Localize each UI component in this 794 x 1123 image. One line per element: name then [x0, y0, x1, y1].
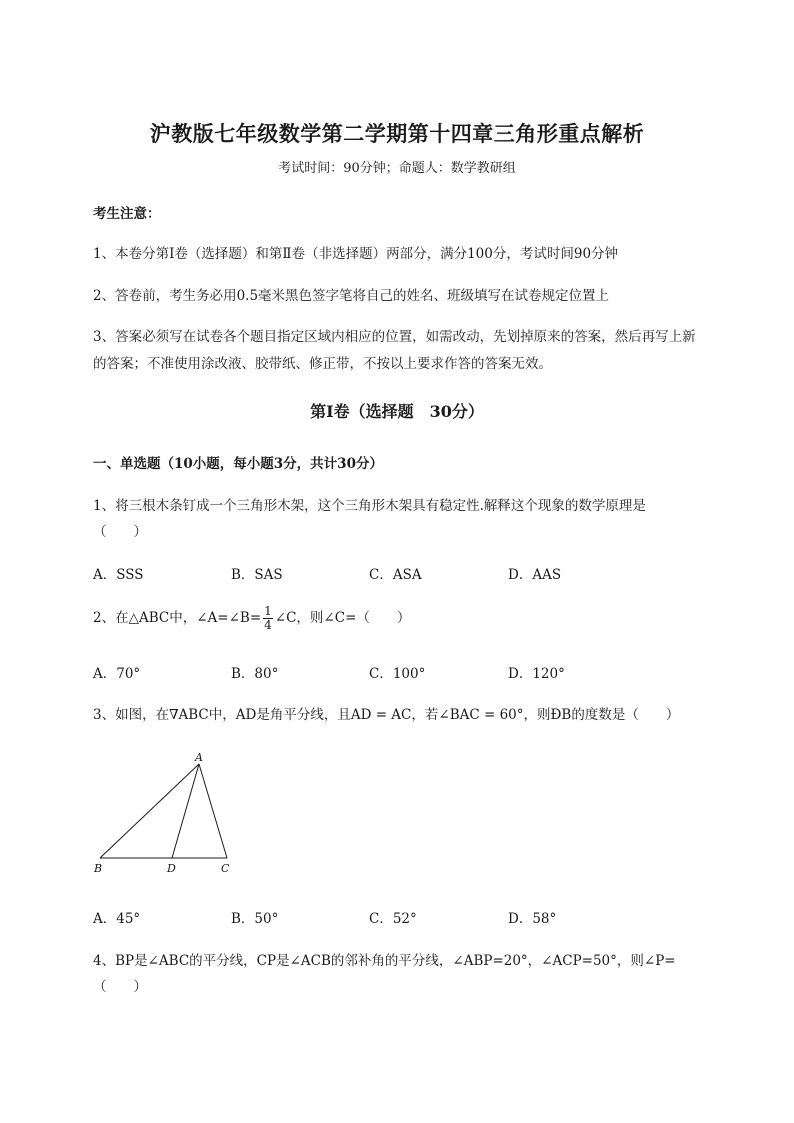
- segment-ac: [199, 764, 227, 858]
- question-2-stem-after: ∠C，则∠C=（ ）: [274, 610, 411, 626]
- note-item-1: 1、本卷分第I卷（选择题）和第Ⅱ卷（非选择题）两部分，满分100分，考试时间90分钟: [93, 246, 619, 262]
- note-item-3-continued: 的答案；不准使用涂改液、胶带纸、修正带，不按以上要求作答的答案无效。: [93, 356, 552, 372]
- question-4-blank: （ ）: [93, 979, 147, 995]
- question-3-option-c[interactable]: C．52°: [369, 911, 417, 927]
- question-2-stem: [93, 603, 410, 633]
- segment-ab: [100, 764, 199, 858]
- fraction-numerator: 1: [264, 604, 272, 618]
- page-title: 沪教版七年级数学第二学期第十四章三角形重点解析: [149, 121, 645, 146]
- note-item-3: 3、答案必须写在试卷各个题目指定区域内相应的位置，如需改动，先划掉原来的答案，然后再写上新: [93, 329, 696, 345]
- question-1-option-c[interactable]: C．ASA: [369, 567, 422, 583]
- page-subtitle: 考试时间：90分钟；命题人：数学教研组: [278, 161, 516, 176]
- question-3-option-d[interactable]: D．58°: [508, 911, 557, 927]
- note-item-2: 2、答卷前，考生务必用0.5毫米黑色签字笔将自己的姓名、班级填写在试卷规定位置上: [93, 288, 610, 304]
- question-1-stem: 1、将三根木条钉成一个三角形木架，这个三角形木架具有稳定性.解释这个现象的数学原理是: [93, 498, 646, 514]
- question-2-option-d[interactable]: D．120°: [508, 666, 565, 682]
- question-2-option-a[interactable]: A．70°: [93, 666, 141, 682]
- question-3-option-b[interactable]: B．50°: [231, 911, 279, 927]
- point-d-label: D: [167, 862, 176, 875]
- question-1-option-a[interactable]: A．SSS: [93, 567, 144, 583]
- point-a-label: A: [195, 751, 203, 764]
- section-title: 第I卷（选择题 30分）: [310, 402, 484, 421]
- triangle-figure: [88, 745, 248, 880]
- question-4-stem: 4、BP是∠ABC的平分线，CP是∠ACB的邻补角的平分线，∠ABP=20°，∠ACP=50°，则∠P=: [93, 953, 676, 969]
- point-c-label: C: [221, 862, 230, 875]
- question-1-blank: （ ）: [93, 524, 147, 540]
- notes-heading: 考生注意：: [93, 206, 161, 222]
- segment-ad: [172, 764, 199, 858]
- question-3-option-a[interactable]: A．45°: [93, 911, 141, 927]
- question-1-option-d[interactable]: D．AAS: [508, 567, 562, 583]
- question-2-fraction: [263, 605, 273, 632]
- point-b-label: B: [94, 862, 103, 875]
- part-heading: 一、单选题（10小题，每小题3分，共计30分）: [93, 456, 383, 472]
- question-2-option-b[interactable]: B．80°: [231, 666, 279, 682]
- question-3-stem: 3、如图，在∇ABC中，AD是角平分线，且AD = AC，若∠BAC = 60°，则ÐB的度数是（ ）: [93, 707, 680, 723]
- fraction-denominator: 4: [264, 618, 272, 632]
- question-1-option-b[interactable]: B．SAS: [231, 567, 283, 583]
- question-2-option-c[interactable]: C．100°: [369, 666, 426, 682]
- question-2-stem-before: 2、在△ABC中，∠A=∠B=: [93, 610, 262, 626]
